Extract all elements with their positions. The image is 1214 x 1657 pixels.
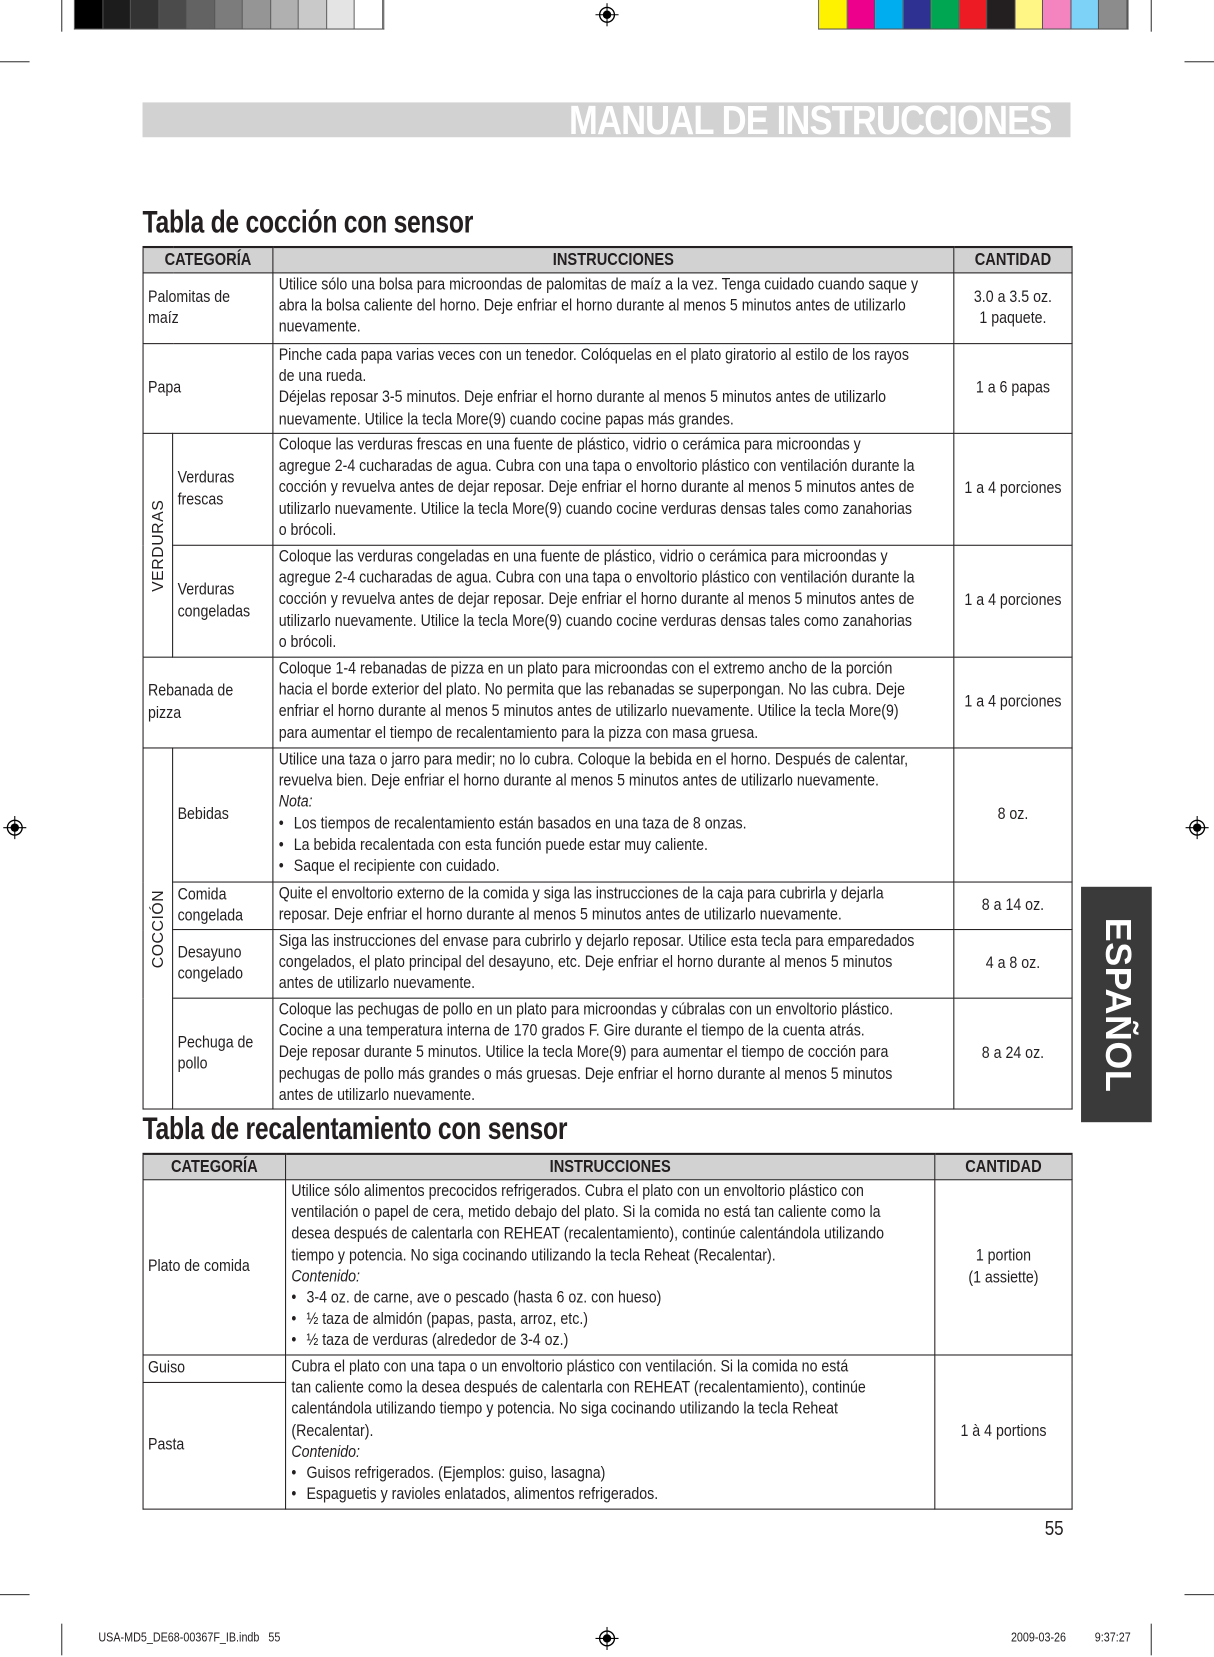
instruction-line: congelados, el plato principal del desayuno, etc. Deje enfriar el horno durante al menos 5 minutos	[278, 953, 893, 972]
instruction-line: agregue 2-4 cucharadas de agua. Cubra con una tapa o envoltorio plástico con ventilación durante la	[278, 457, 915, 476]
column-header-label: CANTIDAD	[965, 1157, 1042, 1177]
crop-mark	[61, 1624, 62, 1656]
sensor-cooking-table	[143, 246, 1073, 1110]
footer-date: 2009-03-26	[1010, 1630, 1067, 1645]
color-swatch	[1043, 0, 1071, 29]
column-header-label: CATEGORÍA	[170, 1157, 258, 1177]
category-cell	[143, 657, 273, 748]
color-swatch	[847, 0, 875, 29]
table-row	[143, 882, 1072, 930]
instruction-line: cocción y revuelva antes de dejar reposar. Deje enfriar el horno durante al menos 5 minutos antes de	[278, 478, 915, 497]
quantity-label: 1 a 4 porciones	[964, 692, 1062, 711]
quantity-cell	[954, 545, 1072, 657]
crop-mark	[1184, 1594, 1214, 1595]
instruction-bullet: • ½ taza de almidón (papas, pasta, arroz, etc.)	[291, 1309, 831, 1330]
instruction-note-label: Contenido:	[291, 1442, 361, 1461]
instruction-note-label: Nota:	[278, 793, 313, 812]
color-swatch	[103, 0, 131, 29]
crop-mark	[0, 61, 30, 62]
instruction-line: Utilice sólo una bolsa para microondas de palomitas de maíz a la vez. Tenga cuidado cuando saque y	[278, 275, 919, 294]
color-swatch	[131, 0, 159, 29]
category-label: congelado	[177, 964, 244, 983]
instructions-cell	[273, 273, 954, 344]
language-tab-label: ESPAÑOL	[1096, 917, 1137, 1092]
instructions-cell	[273, 545, 954, 657]
category-group-label: COCCIÓN	[148, 889, 167, 968]
footer-time: 9:37:27	[1094, 1630, 1131, 1645]
category-label: Comida	[177, 885, 227, 904]
cmyk-color-bar	[818, 0, 1128, 30]
color-swatch	[1015, 0, 1043, 29]
footer-file-name: USA-MD5_DE68-00367F_IB.indb 55	[98, 1630, 281, 1645]
instruction-line: antes de utilizarlo nuevamente.	[278, 1086, 476, 1105]
table-row	[143, 433, 1072, 545]
instruction-line: o brócoli.	[278, 633, 337, 652]
registration-mark-icon	[595, 1627, 618, 1650]
instruction-line: Pinche cada papa varias veces con un tenedor. Colóquelas en el plato giratorio al estilo de los rayos	[278, 346, 909, 365]
quantity-label: 1 a 6 papas	[975, 378, 1051, 397]
instructions-cell	[273, 998, 954, 1109]
category-label: Plato de comida	[148, 1257, 250, 1276]
instruction-line: Quite el envoltorio externo de la comida y siga las instrucciones de la caja para cubrirla y dejarla	[278, 884, 884, 903]
color-swatch	[243, 0, 271, 29]
quantity-cell	[954, 930, 1072, 999]
color-swatch	[299, 0, 327, 29]
quantity-cell	[954, 273, 1072, 344]
instruction-line: Coloque 1-4 rebanadas de pizza en un plato para microondas con el extremo ancho de la porción	[278, 659, 893, 678]
category-cell	[173, 882, 273, 930]
quantity-cell	[935, 1355, 1072, 1509]
instruction-line: abra la bolsa caliente del horno. Deje enfriar el horno durante al menos 5 minutos antes de utilizarlo	[278, 296, 906, 315]
instruction-line: hacia el borde exterior del plato. No permita que las rebanadas se superpongan. No las cubra. Deje	[278, 681, 905, 700]
category-label: Rebanada de	[148, 682, 234, 701]
color-swatch	[875, 0, 903, 29]
crop-mark	[61, 0, 62, 32]
color-swatch	[159, 0, 187, 29]
instruction-line: o brócoli.	[278, 521, 337, 540]
column-header	[935, 1154, 1072, 1180]
registration-mark-icon	[595, 3, 618, 26]
color-swatch	[903, 0, 931, 29]
category-group-cell	[143, 748, 173, 1109]
instruction-line: Deje reposar durante 5 minutos. Utilice la tecla More(9) para aumentar el tiempo de cocción para	[278, 1043, 889, 1062]
instruction-line: Utilice una taza o jarro para medir; no lo cubra. Coloque la bebida en el horno. Después de calentar,	[278, 750, 909, 769]
column-header	[286, 1154, 935, 1180]
instruction-line: antes de utilizarlo nuevamente.	[278, 974, 476, 993]
category-label: Pechuga de	[177, 1033, 254, 1052]
crop-mark	[1151, 0, 1152, 32]
instruction-line: Cubra el plato con una tapa o un envoltorio plástico con ventilación. Si la comida no está	[291, 1357, 849, 1376]
color-swatch	[75, 0, 103, 29]
quantity-label: (1 assiette)	[968, 1268, 1039, 1287]
color-swatch	[1071, 0, 1099, 29]
category-label: Guiso	[148, 1359, 186, 1378]
quantity-cell	[954, 998, 1072, 1109]
category-label: Palomitas de	[148, 287, 231, 306]
column-header	[954, 247, 1072, 273]
quantity-label: 8 a 24 oz.	[981, 1043, 1045, 1062]
instruction-line: utilizarlo nuevamente. Utilice la tecla More(9) cuando cocine verduras densas tales como zanahorias	[278, 499, 912, 518]
color-swatch	[215, 0, 243, 29]
instruction-line: utilizarlo nuevamente. Utilice la tecla More(9) cuando cocine verduras densas tales como zanahorias	[278, 611, 912, 630]
cooking-table-title: Tabla de cocción con sensor	[142, 204, 474, 240]
category-cell	[173, 748, 273, 882]
instruction-line: Déjelas reposar 3-5 minutos. Deje enfriar el horno durante al menos 5 minutos antes de utilizarlo	[278, 388, 886, 407]
color-swatch	[271, 0, 299, 29]
table-row	[143, 1355, 1072, 1382]
table-row	[143, 273, 1072, 344]
category-cell	[173, 433, 273, 545]
table-row	[143, 657, 1072, 748]
instruction-bullet: • 3-4 oz. de carne, ave o pescado (hasta 6 oz. con hueso)	[291, 1288, 831, 1309]
category-label: Desayuno	[177, 943, 242, 962]
quantity-label: 1 a 4 porciones	[964, 479, 1062, 498]
quantity-cell	[954, 344, 1072, 434]
category-label: Pasta	[148, 1436, 185, 1455]
instruction-bullet: • Guisos refrigerados. (Ejemplos: guiso, lasagna)	[291, 1463, 831, 1484]
category-cell	[143, 344, 273, 434]
table-row	[143, 998, 1072, 1109]
instruction-line: enfriar el horno durante al menos 5 minutos antes de utilizarlo nuevamente. Utilice la tecla More(9)	[278, 702, 899, 721]
instruction-line: calentándola utilizando tiempo y potencia. No siga cocinando utilizando la tecla Reheat	[291, 1400, 838, 1419]
quantity-cell	[954, 882, 1072, 930]
instructions-cell	[273, 930, 954, 999]
instruction-line: nuevamente.	[278, 318, 361, 337]
quantity-label: 8 oz.	[997, 805, 1029, 824]
instruction-line: Coloque las verduras congeladas en una fuente de plástico, vidrio o cerámica para microondas y	[278, 547, 888, 566]
table-header-row	[143, 247, 1072, 273]
instruction-line: Coloque las verduras frescas en una fuente de plástico, vidrio o cerámica para microondas y	[278, 436, 861, 454]
category-cell	[173, 545, 273, 657]
registration-mark-icon	[3, 816, 26, 839]
instructions-cell	[273, 748, 954, 882]
instruction-line: pechugas de pollo más grandes o más gruesas. Deje enfriar el horno durante al menos 5 minutos	[278, 1064, 893, 1083]
quantity-label: 3.0 a 3.5 oz.	[973, 287, 1052, 306]
quantity-cell	[954, 433, 1072, 545]
instruction-line: Utilice sólo alimentos precocidos refrigerados. Cubra el plato con un envoltorio plástico con	[291, 1182, 864, 1201]
color-swatch	[819, 0, 847, 29]
instruction-line: (Recalentar).	[291, 1421, 374, 1440]
quantity-label: 1 portion	[975, 1247, 1032, 1266]
quantity-cell	[954, 748, 1072, 882]
quantity-label: 1 a 4 porciones	[964, 591, 1062, 610]
color-swatch	[931, 0, 959, 29]
instruction-bullet: • ½ taza de verduras (alrededor de 3-4 oz.)	[291, 1331, 831, 1352]
registration-mark-icon	[1186, 816, 1209, 839]
category-cell	[173, 998, 273, 1109]
category-cell	[143, 1382, 286, 1509]
instruction-line: nuevamente. Utilice la tecla More(9) cuando cocine papas más grandes.	[278, 410, 734, 429]
quantity-label: 1 à 4 portions	[960, 1422, 1047, 1441]
instruction-line: ventilación o papel de cera, metido debajo del plato. Si la comida no está tan caliente como la	[291, 1203, 881, 1222]
crop-mark	[1184, 61, 1214, 62]
category-cell	[173, 930, 273, 999]
category-label: pollo	[177, 1054, 208, 1073]
column-header	[143, 1154, 286, 1180]
table-header-row	[143, 1154, 1072, 1180]
instruction-line: Coloque las pechugas de pollo en un plato para microondas y cúbralas con un envoltorio plástico.	[278, 1000, 894, 1019]
category-label: congelada	[177, 906, 244, 925]
column-header	[143, 247, 273, 273]
instruction-line: tan caliente como la desea después de calentarla con REHEAT (recalentamiento), continúe	[291, 1378, 866, 1397]
column-header-label: CATEGORÍA	[164, 250, 252, 270]
category-label: Bebidas	[177, 805, 229, 824]
column-header-label: CANTIDAD	[974, 250, 1052, 270]
quantity-label: 1 paquete.	[979, 309, 1047, 328]
color-swatch	[355, 0, 383, 29]
page-number: 55	[1044, 1518, 1064, 1541]
instructions-cell	[273, 882, 954, 930]
language-tab	[1081, 887, 1152, 1122]
instruction-bullet: • La bebida recalentada con esta función puede estar muy caliente.	[279, 835, 846, 856]
instruction-line: de una rueda.	[278, 367, 367, 386]
instructions-cell	[286, 1180, 935, 1355]
instruction-line: desea después de calentarla con REHEAT (recalentamiento), continúe calentándola utilizando	[291, 1225, 884, 1243]
table-row	[143, 930, 1072, 999]
instruction-line: cocción y revuelva antes de dejar reposar. Deje enfriar el horno durante al menos 5 minutos antes de	[278, 590, 915, 609]
category-group-label: VERDURAS	[148, 499, 167, 592]
category-label: maíz	[148, 309, 179, 328]
category-label: pizza	[148, 703, 182, 722]
instruction-bullet: • Saque el recipiente con cuidado.	[279, 856, 846, 877]
crop-mark	[1151, 1624, 1152, 1656]
instructions-cell	[273, 433, 954, 545]
color-swatch	[959, 0, 987, 29]
color-swatch	[987, 0, 1015, 29]
quantity-label: 8 a 14 oz.	[981, 896, 1045, 915]
category-cell	[143, 1180, 286, 1355]
category-label: Verduras	[177, 580, 235, 599]
quantity-cell	[935, 1180, 1072, 1355]
header-title: MANUAL DE INSTRUCCIONES	[569, 98, 1052, 144]
reheat-table-title: Tabla de recalentamiento con sensor	[142, 1111, 568, 1147]
category-label: Verduras	[177, 469, 235, 487]
table-row	[143, 545, 1072, 657]
instruction-line: revuelva bien. Deje enfriar el horno durante al menos 5 minutos antes de utilizarlo nuevamente.	[278, 771, 879, 790]
instructions-cell	[286, 1355, 935, 1509]
color-swatch	[327, 0, 355, 29]
instruction-line: agregue 2-4 cucharadas de agua. Cubra con una tapa o envoltorio plástico con ventilación durante la	[278, 569, 915, 588]
header-banner	[143, 98, 1071, 144]
category-cell	[143, 273, 273, 344]
category-label: Papa	[148, 378, 182, 397]
table-row	[143, 748, 1072, 882]
instruction-line: Cocine a una temperatura interna de 170 grados F. Gire durante el tiempo de la cuenta atrás.	[278, 1022, 865, 1041]
instructions-cell	[273, 657, 954, 748]
column-header	[273, 247, 954, 273]
instruction-line: reposar. Deje enfriar el horno durante al menos 5 minutos antes de utilizarlo nuevamente.	[278, 906, 842, 924]
color-swatch	[1099, 0, 1127, 29]
instruction-bullet: • Los tiempos de recalentamiento están basados en una taza de 8 onzas.	[279, 814, 846, 835]
grayscale-color-bar	[74, 0, 384, 30]
column-header-label: INSTRUCCIONES	[549, 1157, 671, 1177]
table-row	[143, 1180, 1072, 1355]
category-group-cell	[143, 433, 173, 657]
instruction-bullet: • Espaguetis y ravioles enlatados, alimentos refrigerados.	[291, 1485, 831, 1506]
color-swatch	[187, 0, 215, 29]
instruction-note-label: Contenido:	[291, 1267, 361, 1286]
category-label: congeladas	[177, 602, 251, 621]
instruction-line: tiempo y potencia. No siga cocinando utilizando la tecla Reheat (Recalentar).	[291, 1246, 776, 1265]
crop-mark	[0, 1594, 30, 1595]
instruction-line: Siga las instrucciones del envase para cubrirlo y dejarlo reposar. Utilice esta tecla para emparedados	[278, 932, 915, 951]
instruction-line: para aumentar el tiempo de recalentamiento para la pizza con masa gruesa.	[278, 723, 759, 742]
table-row	[143, 344, 1072, 434]
quantity-cell	[954, 657, 1072, 748]
instructions-cell	[273, 344, 954, 434]
category-cell	[143, 1355, 286, 1382]
sensor-reheat-table	[143, 1153, 1073, 1510]
quantity-label: 4 a 8 oz.	[985, 954, 1041, 973]
column-header-label: INSTRUCCIONES	[552, 250, 674, 270]
category-label: frescas	[177, 490, 224, 509]
